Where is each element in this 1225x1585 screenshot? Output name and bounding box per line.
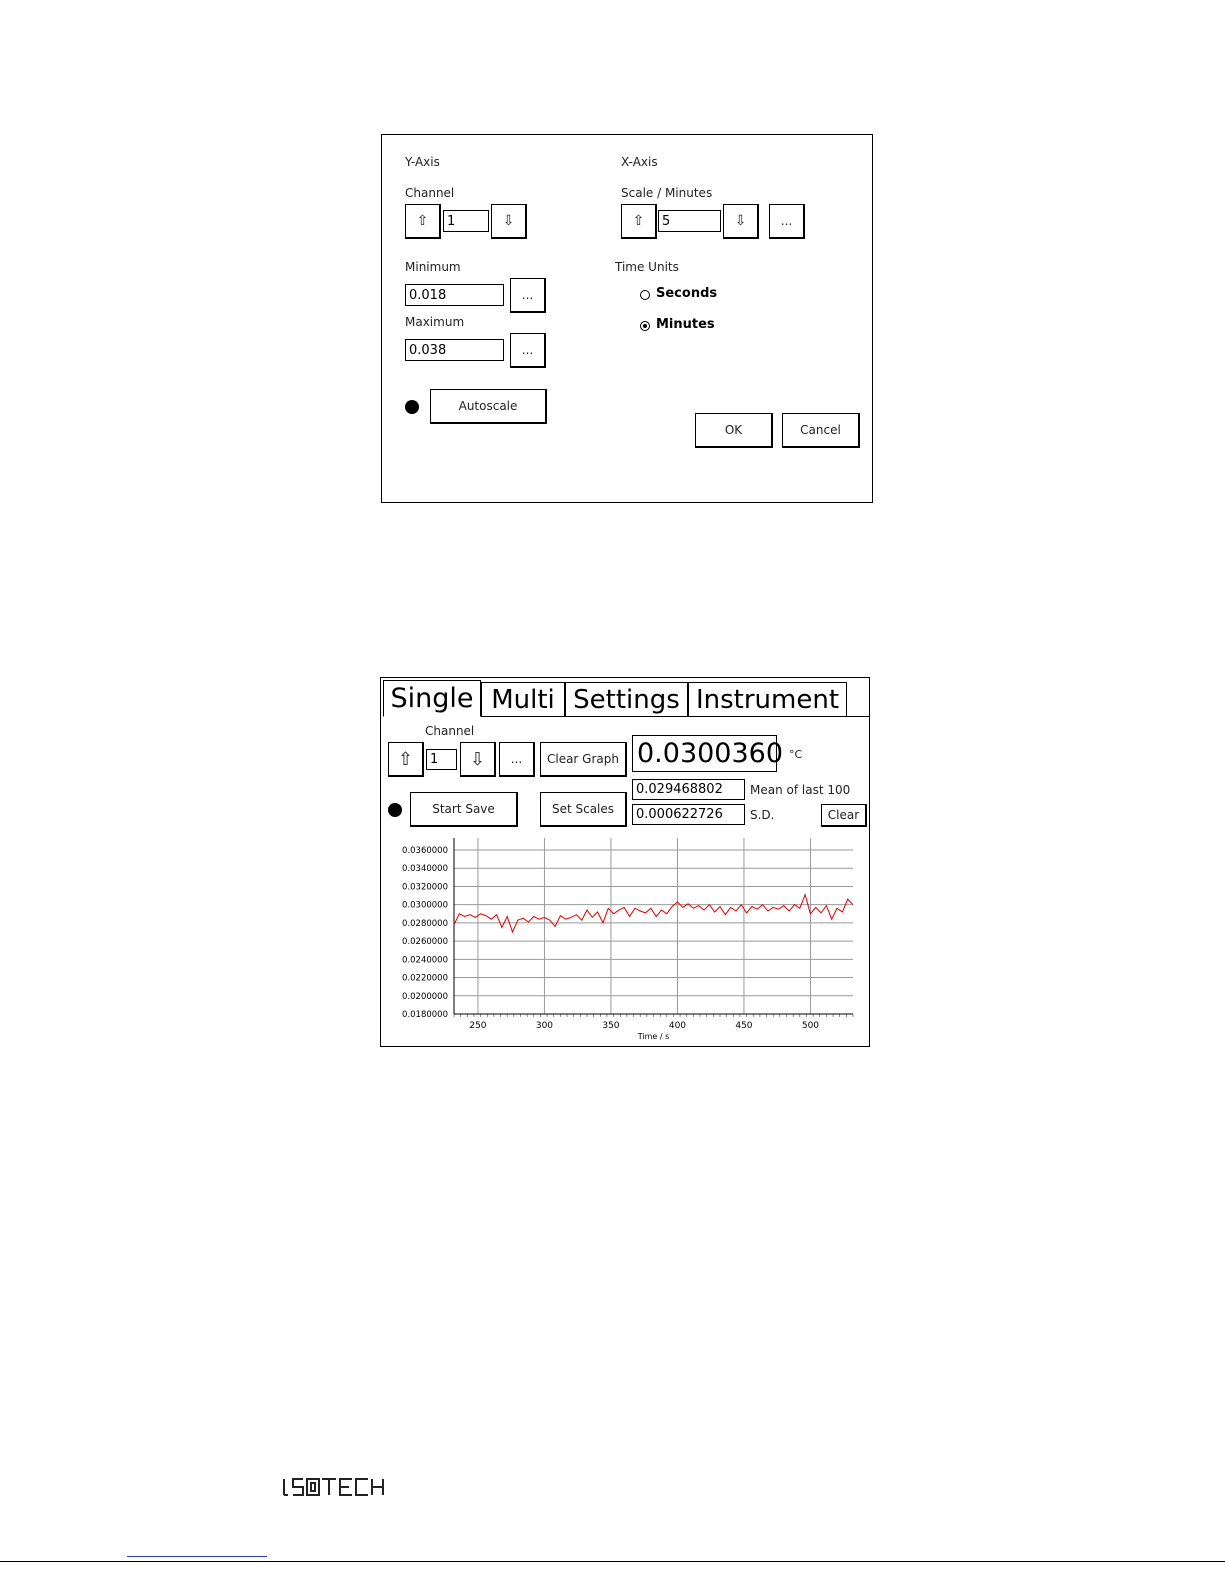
- mean-field: 0.029468802: [632, 779, 745, 800]
- x-tick-label: 450: [735, 1021, 753, 1031]
- channel-label: Channel: [425, 724, 475, 738]
- footer-rule: [0, 1561, 1225, 1562]
- status-dot-icon: [388, 803, 402, 817]
- y-tick-label: 0.0180000: [402, 1010, 448, 1020]
- autoscale-button[interactable]: Autoscale: [430, 389, 547, 424]
- y-tick-label: 0.0200000: [402, 991, 448, 1002]
- tab-multi[interactable]: Multi: [481, 682, 565, 717]
- y-axis-heading: Y-Axis: [405, 155, 440, 169]
- seconds-label[interactable]: Seconds: [656, 286, 718, 301]
- x-scale-label: Scale / Minutes: [621, 186, 713, 200]
- y-tick-label: 0.0240000: [402, 955, 448, 966]
- y-channel-label: Channel: [405, 186, 455, 200]
- arrow-up-icon: ⇧: [397, 748, 414, 770]
- channel-field[interactable]: 1: [426, 749, 457, 770]
- channel-up-button[interactable]: [388, 742, 424, 777]
- footer-link-line[interactable]: [127, 1556, 267, 1557]
- channel-keypad-button[interactable]: ...: [499, 742, 535, 777]
- minutes-label[interactable]: Minutes: [656, 317, 715, 332]
- ok-button[interactable]: OK: [695, 413, 773, 448]
- arrow-down-icon: ⇩: [734, 213, 747, 229]
- y-tick-label: 0.0320000: [402, 882, 448, 893]
- sd-field: 0.000622726: [632, 804, 745, 825]
- tab-instrument[interactable]: Instrument: [688, 682, 847, 717]
- y-tick-label: 0.0340000: [402, 864, 448, 875]
- seconds-radio[interactable]: [640, 290, 650, 300]
- y-channel-down-button[interactable]: [491, 204, 527, 239]
- x-tick-label: 500: [801, 1021, 820, 1031]
- tab-single[interactable]: Single: [383, 680, 481, 717]
- minutes-radio[interactable]: [640, 321, 650, 331]
- isotech-logo: [281, 1476, 385, 1498]
- x-tick-label: 350: [602, 1021, 620, 1031]
- sd-label: S.D.: [750, 808, 775, 822]
- start-save-button[interactable]: Start Save: [410, 792, 518, 827]
- status-dot-icon: [405, 400, 419, 414]
- reading-unit: °C: [789, 748, 803, 761]
- x-axis-label: Time / s: [637, 1032, 670, 1041]
- x-scale-up-button[interactable]: [621, 204, 657, 239]
- arrow-down-icon: ⇩: [502, 213, 515, 229]
- maximum-field[interactable]: 0.038: [405, 339, 504, 361]
- arrow-down-icon: ⇩: [469, 748, 486, 770]
- x-axis-heading: X-Axis: [621, 155, 658, 169]
- minimum-label: Minimum: [405, 260, 461, 274]
- x-scale-keypad-button[interactable]: ...: [769, 204, 805, 239]
- tab-baseline: [481, 716, 869, 717]
- y-channel-field[interactable]: 1: [443, 210, 489, 232]
- tab-settings[interactable]: Settings: [565, 682, 688, 717]
- maximum-label: Maximum: [405, 315, 465, 329]
- y-tick-label: 0.0220000: [402, 973, 448, 984]
- reading-display: 0.0300360: [632, 735, 777, 772]
- x-scale-field[interactable]: 5: [658, 210, 721, 232]
- clear-stats-button[interactable]: Clear: [821, 804, 867, 827]
- y-channel-up-button[interactable]: [405, 204, 441, 239]
- y-tick-label: 0.0280000: [402, 918, 448, 929]
- arrow-up-icon: ⇧: [632, 213, 645, 229]
- x-tick-label: 250: [469, 1021, 487, 1031]
- maximum-keypad-button[interactable]: ...: [510, 333, 546, 368]
- minimum-field[interactable]: 0.018: [405, 284, 504, 306]
- y-tick-label: 0.0360000: [402, 846, 448, 856]
- series-line: [454, 895, 853, 932]
- x-scale-down-button[interactable]: [723, 204, 759, 239]
- y-tick-label: 0.0260000: [402, 937, 448, 948]
- x-tick-label: 400: [668, 1021, 687, 1031]
- mean-label: Mean of last 100: [750, 783, 851, 797]
- clear-graph-button[interactable]: Clear Graph: [540, 742, 627, 777]
- temperature-chart: [381, 836, 869, 1046]
- x-tick-label: 300: [535, 1021, 554, 1031]
- channel-down-button[interactable]: [460, 742, 496, 777]
- cancel-button[interactable]: Cancel: [782, 413, 860, 448]
- single-screen: [380, 677, 870, 1047]
- time-units-label: Time Units: [615, 260, 679, 274]
- y-tick-label: 0.0300000: [402, 900, 448, 911]
- set-scales-button[interactable]: Set Scales: [540, 792, 627, 827]
- minimum-keypad-button[interactable]: ...: [510, 278, 546, 313]
- scales-dialog: [381, 134, 873, 503]
- arrow-up-icon: ⇧: [416, 213, 429, 229]
